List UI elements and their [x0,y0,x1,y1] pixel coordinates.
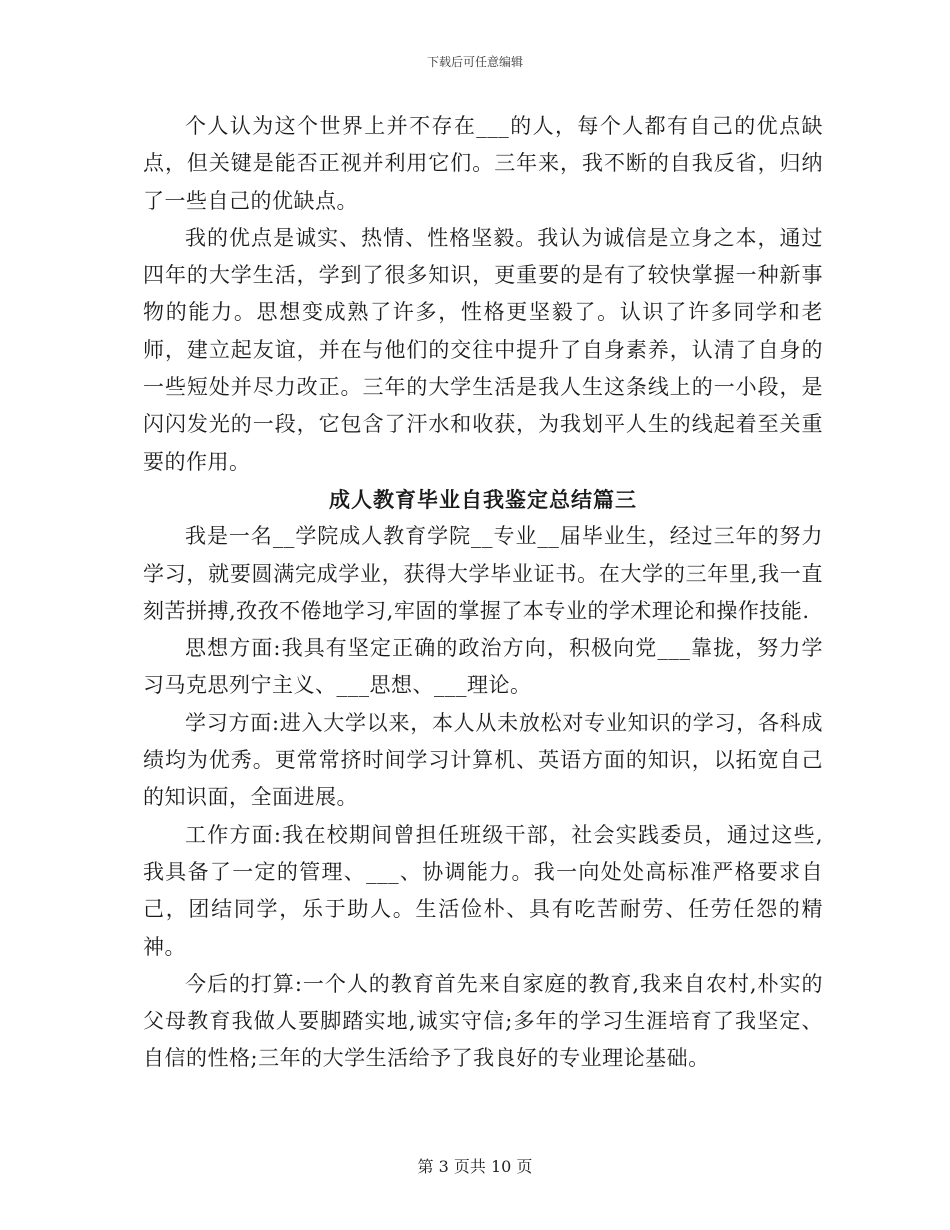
document-body [143,108,823,1078]
paragraph-study: 学习方面:进入大学以来，本人从未放松对专业知识的学习，各科成绩均为优秀。更常常挤时间学习计算机、英语方面的知识，以拓宽自己的知识面，全面进展。 [143,710,823,810]
section-title: 成人教育毕业自我鉴定总结篇三 [329,486,637,512]
paragraph-plans: 今后的打算:一个人的教育首先来自家庭的教育,我来自农村,朴实的父母教育我做人要脚踏实地,诚实守信;多年的学习生涯培育了我坚定、自信的性格;三年的大学生活给予了我良好的专业理论基础。 [143,971,823,1071]
paragraph-introduction: 我是一名__学院成人教育学院__专业__届毕业生，经过三年的努力学习，就要圆满完成学业，获得大学毕业证书。在大学的三年里,我一直刻苦拼搏,孜孜不倦地学习,牢固的掌握了本专业的学术理论和操作技能. [143,524,823,623]
paragraph-strengths: 我的优点是诚实、热情、性格坚毅。我认为诚信是立身之本，通过四年的大学生活，学到了很多知识，更重要的是有了较快掌握一种新事物的能力。思想变成熟了许多，性格更坚毅了。认识了许多同学和老师，建立起友谊，并在与他们的交往中提升了自身素养，认清了自身的一些短处并尽力改正。三年的大学生活是我人生这条线上的一小段，是闪闪发光的一段，它包含了汗水和收获，为我划平人生的线起着至关重要的作用。 [143,225,823,474]
paragraph-thought: 思想方面:我具有坚定正确的政治方向，积极向党___靠拢，努力学习马克思列宁主义、___思想、___理论。 [143,636,823,698]
paragraph-imperfection: 个人认为这个世界上并不存在___的人，每个人都有自己的优点缺点，但关键是能否正视并利用它们。三年来，我不断的自我反省，归纳了一些自己的优缺点。 [143,114,823,213]
paragraph-work: 工作方面:我在校期间曾担任班级干部，社会实践委员，通过这些,我具备了一定的管理、___、协调能力。我一向处处高标准严格要求自己，团结同学，乐于助人。生活俭朴、具有吃苦耐劳、任劳任怨的精神。 [143,822,823,959]
page-number: 第 3 页共 10 页 [417,1157,533,1176]
header-note: 下载后可任意编辑 [426,55,523,69]
